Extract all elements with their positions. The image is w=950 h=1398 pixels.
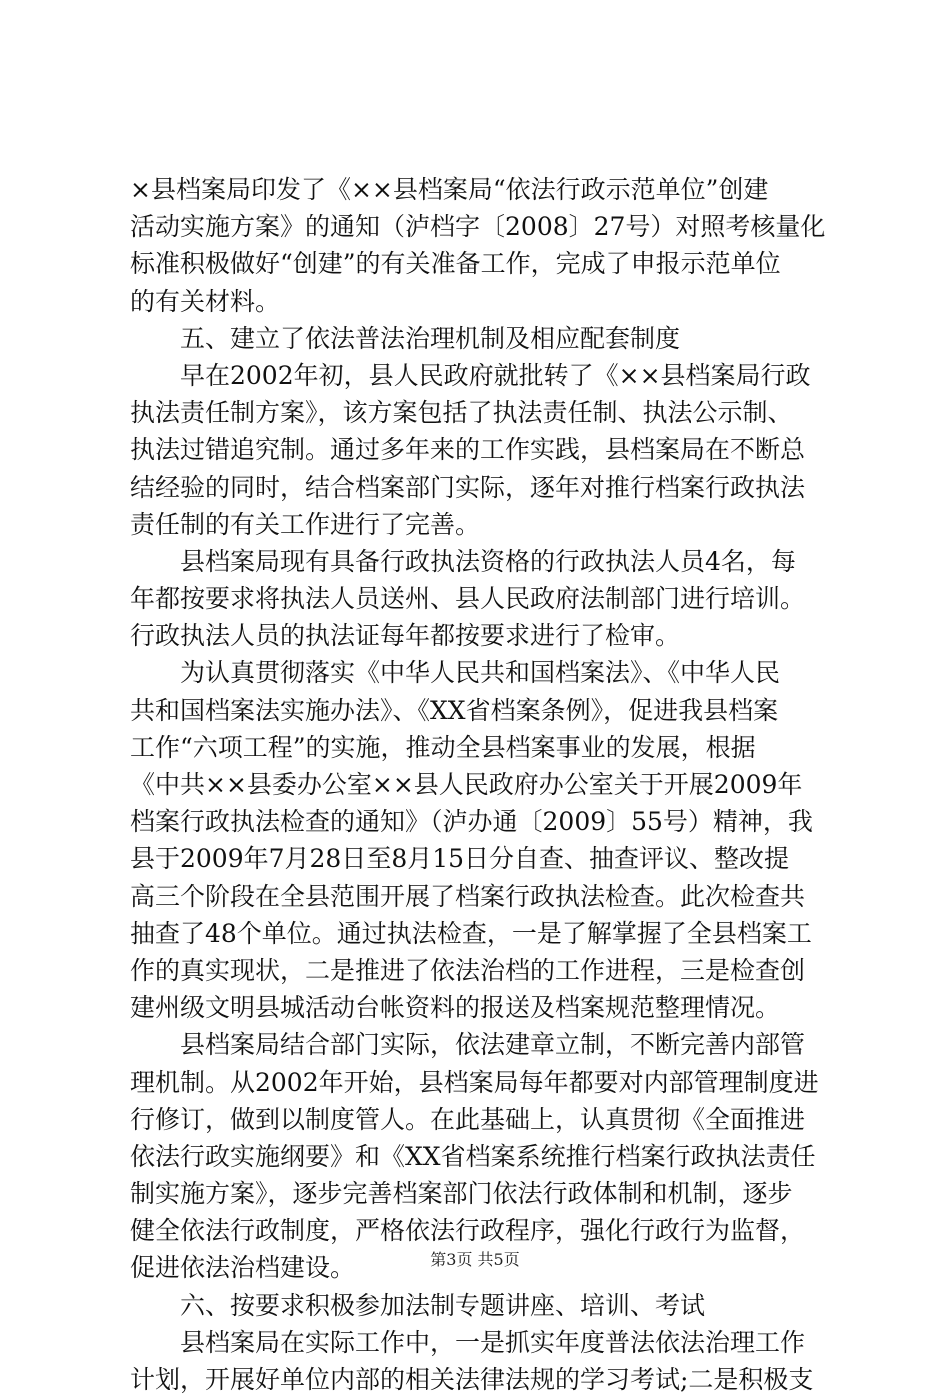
text-line: 活动实施方案》的通知（泸档字〔2008〕27号）对照考核量化 [130,212,826,242]
text-line: 行政执法人员的执法证每年都按要求进行了检审。 [130,621,681,651]
text-line: 共和国档案法实施办法》、《XX省档案条例》，促进我县档案 [130,695,779,725]
text-line: 县档案局现有具备行政执法资格的行政执法人员4名，每 [180,546,796,576]
text-line: 六、按要求积极参加法制专题讲座、培训、考试 [180,1290,706,1320]
text-line: 年都按要求将执法人员送州、县人民政府法制部门进行培训。 [130,584,806,614]
text-line: 计划，开展好单位内部的相关法律法规的学习考试;二是积极支 [130,1365,814,1394]
text-line: 执法过错追究制。通过多年来的工作实践，县档案局在不断总 [130,435,806,465]
page-footer: 第3页 共5页 [430,1250,520,1269]
text-line: 工作“六项工程”的实施，推动全县档案事业的发展，根据 [130,732,756,762]
text-line: 依法行政实施纲要》和《XX省档案系统推行档案行政执法责任 [130,1141,816,1171]
text-line: 行修订，做到以制度管人。在此基础上，认真贯彻《全面推进 [130,1104,806,1134]
text-line: 作的真实现状，二是推进了依法治档的工作进程，三是检查创 [130,955,806,985]
text-line: 标准积极做好“创建”的有关准备工作，完成了申报示范单位 [130,249,781,279]
text-line: 《中共××县委办公室××县人民政府办公室关于开展2009年 [130,770,803,799]
text-line: 理机制。从2002年开始，县档案局每年都要对内部管理制度进 [130,1067,819,1097]
text-line: 建州级文明县城活动台帐资料的报送及档案规范整理情况。 [130,993,781,1023]
text-line: 县档案局在实际工作中，一是抓实年度普法依法治理工作 [180,1327,806,1357]
text-line: 高三个阶段在全县范围开展了档案行政执法检查。此次检查共 [130,881,806,911]
text-line: 结经验的同时，结合档案部门实际，逐年对推行档案行政执法 [130,472,806,502]
document-body [130,171,830,1398]
text-line: 制实施方案》，逐步完善档案部门依法行政体制和机制，逐步 [130,1179,793,1209]
text-line: 为认真贯彻落实《中华人民共和国档案法》、《中华人民 [180,658,781,688]
text-line: 早在2002年初，县人民政府就批转了《××县档案局行政 [180,360,811,390]
text-line: 抽查了48个单位。通过执法检查，一是了解掌握了全县档案工 [130,918,812,948]
text-line: 的有关材料。 [130,286,281,316]
text-line: 县于2009年7月28日至8月15日分自查、抽查评议、整改提 [130,844,790,874]
text-line: 健全依法行政制度，严格依法行政程序，强化行政行为监督， [130,1216,806,1246]
text-line: 促进依法治档建设。 [130,1253,356,1283]
text-line: 档案行政执法检查的通知》（泸办通〔2009〕55号）精神，我 [130,807,813,837]
text-line: ×县档案局印发了《××县档案局“依法行政示范单位”创建 [130,175,769,204]
text-line: 执法责任制方案》，该方案包括了执法责任制、执法公示制、 [130,398,793,428]
text-line: 县档案局结合部门实际，依法建章立制，不断完善内部管 [180,1030,806,1060]
text-line: 五、建立了依法普法治理机制及相应配套制度 [180,323,681,353]
text-line: 责任制的有关工作进行了完善。 [130,509,481,539]
